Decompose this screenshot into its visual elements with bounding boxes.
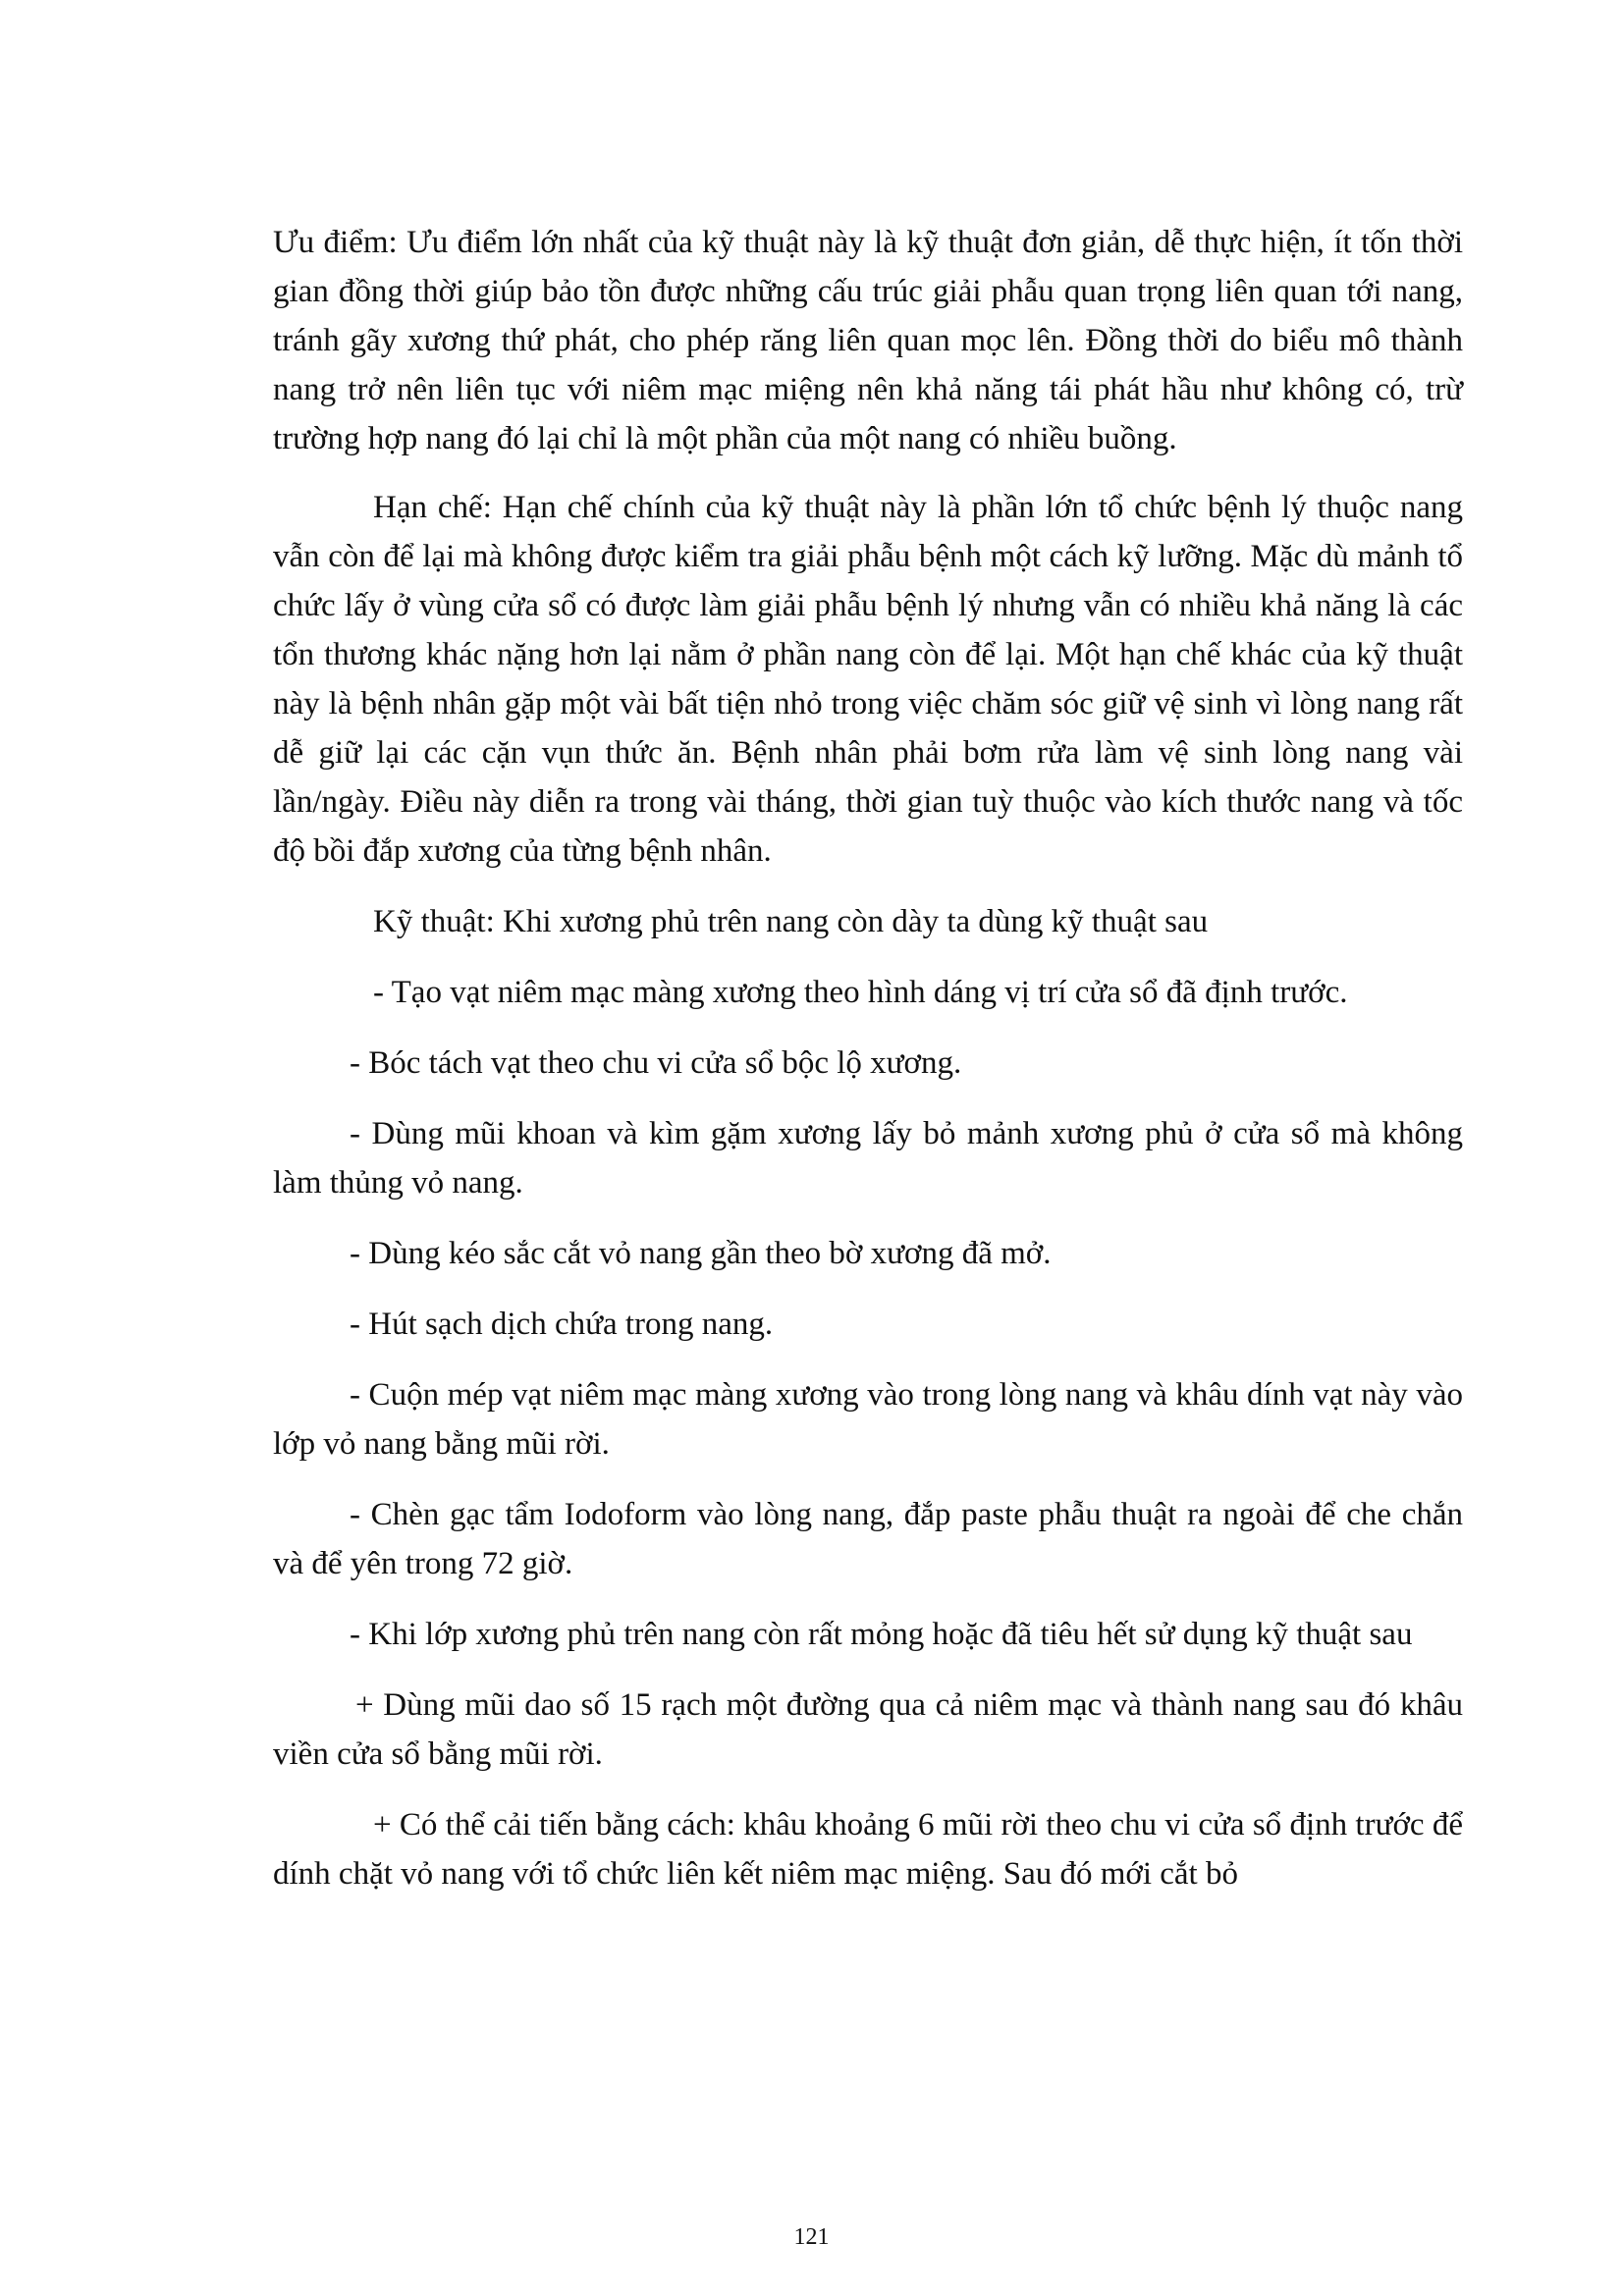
- page-body: [273, 218, 1463, 1898]
- paragraph-limitations: Hạn chế: Hạn chế chính của kỹ thuật này là phần lớn tổ chức bệnh lý thuộc nang vẫn còn để lại mà không được kiểm tra giải phẫu bệnh một cách kỹ lưỡng. Mặc dù mảnh tổ chức lấy ở vùng cửa sổ có được làm giải phẫu bệnh lý nhưng vẫn có nhiều khả năng là các tổn thương khác nặng hơn lại nằm ở phần nang còn để lại. Một hạn chế khác của kỹ thuật này là bệnh nhân gặp một vài bất tiện nhỏ trong việc chăm sóc giữ vệ sinh vì lòng nang rất dễ giữ lại các cặn vụn thức ăn. Bệnh nhân phải bơm rửa làm vệ sinh lòng nang vài lần/ngày. Điều này diễn ra trong vài tháng, thời gian tuỳ thuộc vào kích thước nang và tốc độ bồi đắp xương của từng bệnh nhân.: [273, 490, 1463, 869]
- step-create-flap: - Tạo vạt niêm mạc màng xương theo hình dáng vị trí cửa sổ đã định trước.: [373, 975, 1348, 1010]
- paragraph-technique-intro: Kỹ thuật: Khi xương phủ trên nang còn dày ta dùng kỹ thuật sau: [373, 904, 1209, 939]
- step-roll-flap-suture: - Cuộn mép vạt niêm mạc màng xương vào trong lòng nang và khâu dính vạt này vào lớp vỏ nang bằng mũi rời.: [273, 1377, 1463, 1462]
- paragraph-advantages: Ưu điểm: Ưu điểm lớn nhất của kỹ thuật này là kỹ thuật đơn giản, dễ thực hiện, ít tốn thời gian đồng thời giúp bảo tồn được những cấu trúc giải phẫu quan trọng liên quan tới nang, tránh gãy xương thứ phát, cho phép răng liên quan mọc lên. Đồng thời do biểu mô thành nang trở nên liên tục với niêm mạc miệng nên khả năng tái phát hầu như không có, trừ trường hợp nang đó lại chỉ là một phần của một nang có nhiều buồng.: [273, 225, 1463, 456]
- step-suction-fluid: - Hút sạch dịch chứa trong nang.: [350, 1307, 774, 1342]
- page-number: 121: [793, 2224, 830, 2250]
- substep-improvement: + Có thể cải tiến bằng cách: khâu khoảng 6 mũi rời theo chu vi cửa sổ định trước để dính chặt vỏ nang với tổ chức liên kết niêm mạc miệng. Sau đó mới cắt bỏ: [273, 1807, 1463, 1892]
- step-cut-cyst-wall: - Dùng kéo sắc cắt vỏ nang gần theo bờ xương đã mở.: [350, 1236, 1052, 1271]
- step-iodoform-gauze: - Chèn gạc tẩm Iodoform vào lòng nang, đắp paste phẫu thuật ra ngoài để che chắn và để yên trong 72 giờ.: [273, 1497, 1463, 1581]
- step-remove-bone: - Dùng mũi khoan và kìm gặm xương lấy bỏ mảnh xương phủ ở cửa sổ mà không làm thủng vỏ nang.: [273, 1116, 1463, 1201]
- step-thin-bone-technique: - Khi lớp xương phủ trên nang còn rất mỏng hoặc đã tiêu hết sử dụng kỹ thuật sau: [350, 1617, 1413, 1652]
- step-dissect-flap: - Bóc tách vạt theo chu vi cửa sổ bộc lộ xương.: [350, 1045, 962, 1081]
- substep-incision: + Dùng mũi dao số 15 rạch một đường qua cả niêm mạc và thành nang sau đó khâu viền cửa sổ bằng mũi rời.: [273, 1687, 1463, 1772]
